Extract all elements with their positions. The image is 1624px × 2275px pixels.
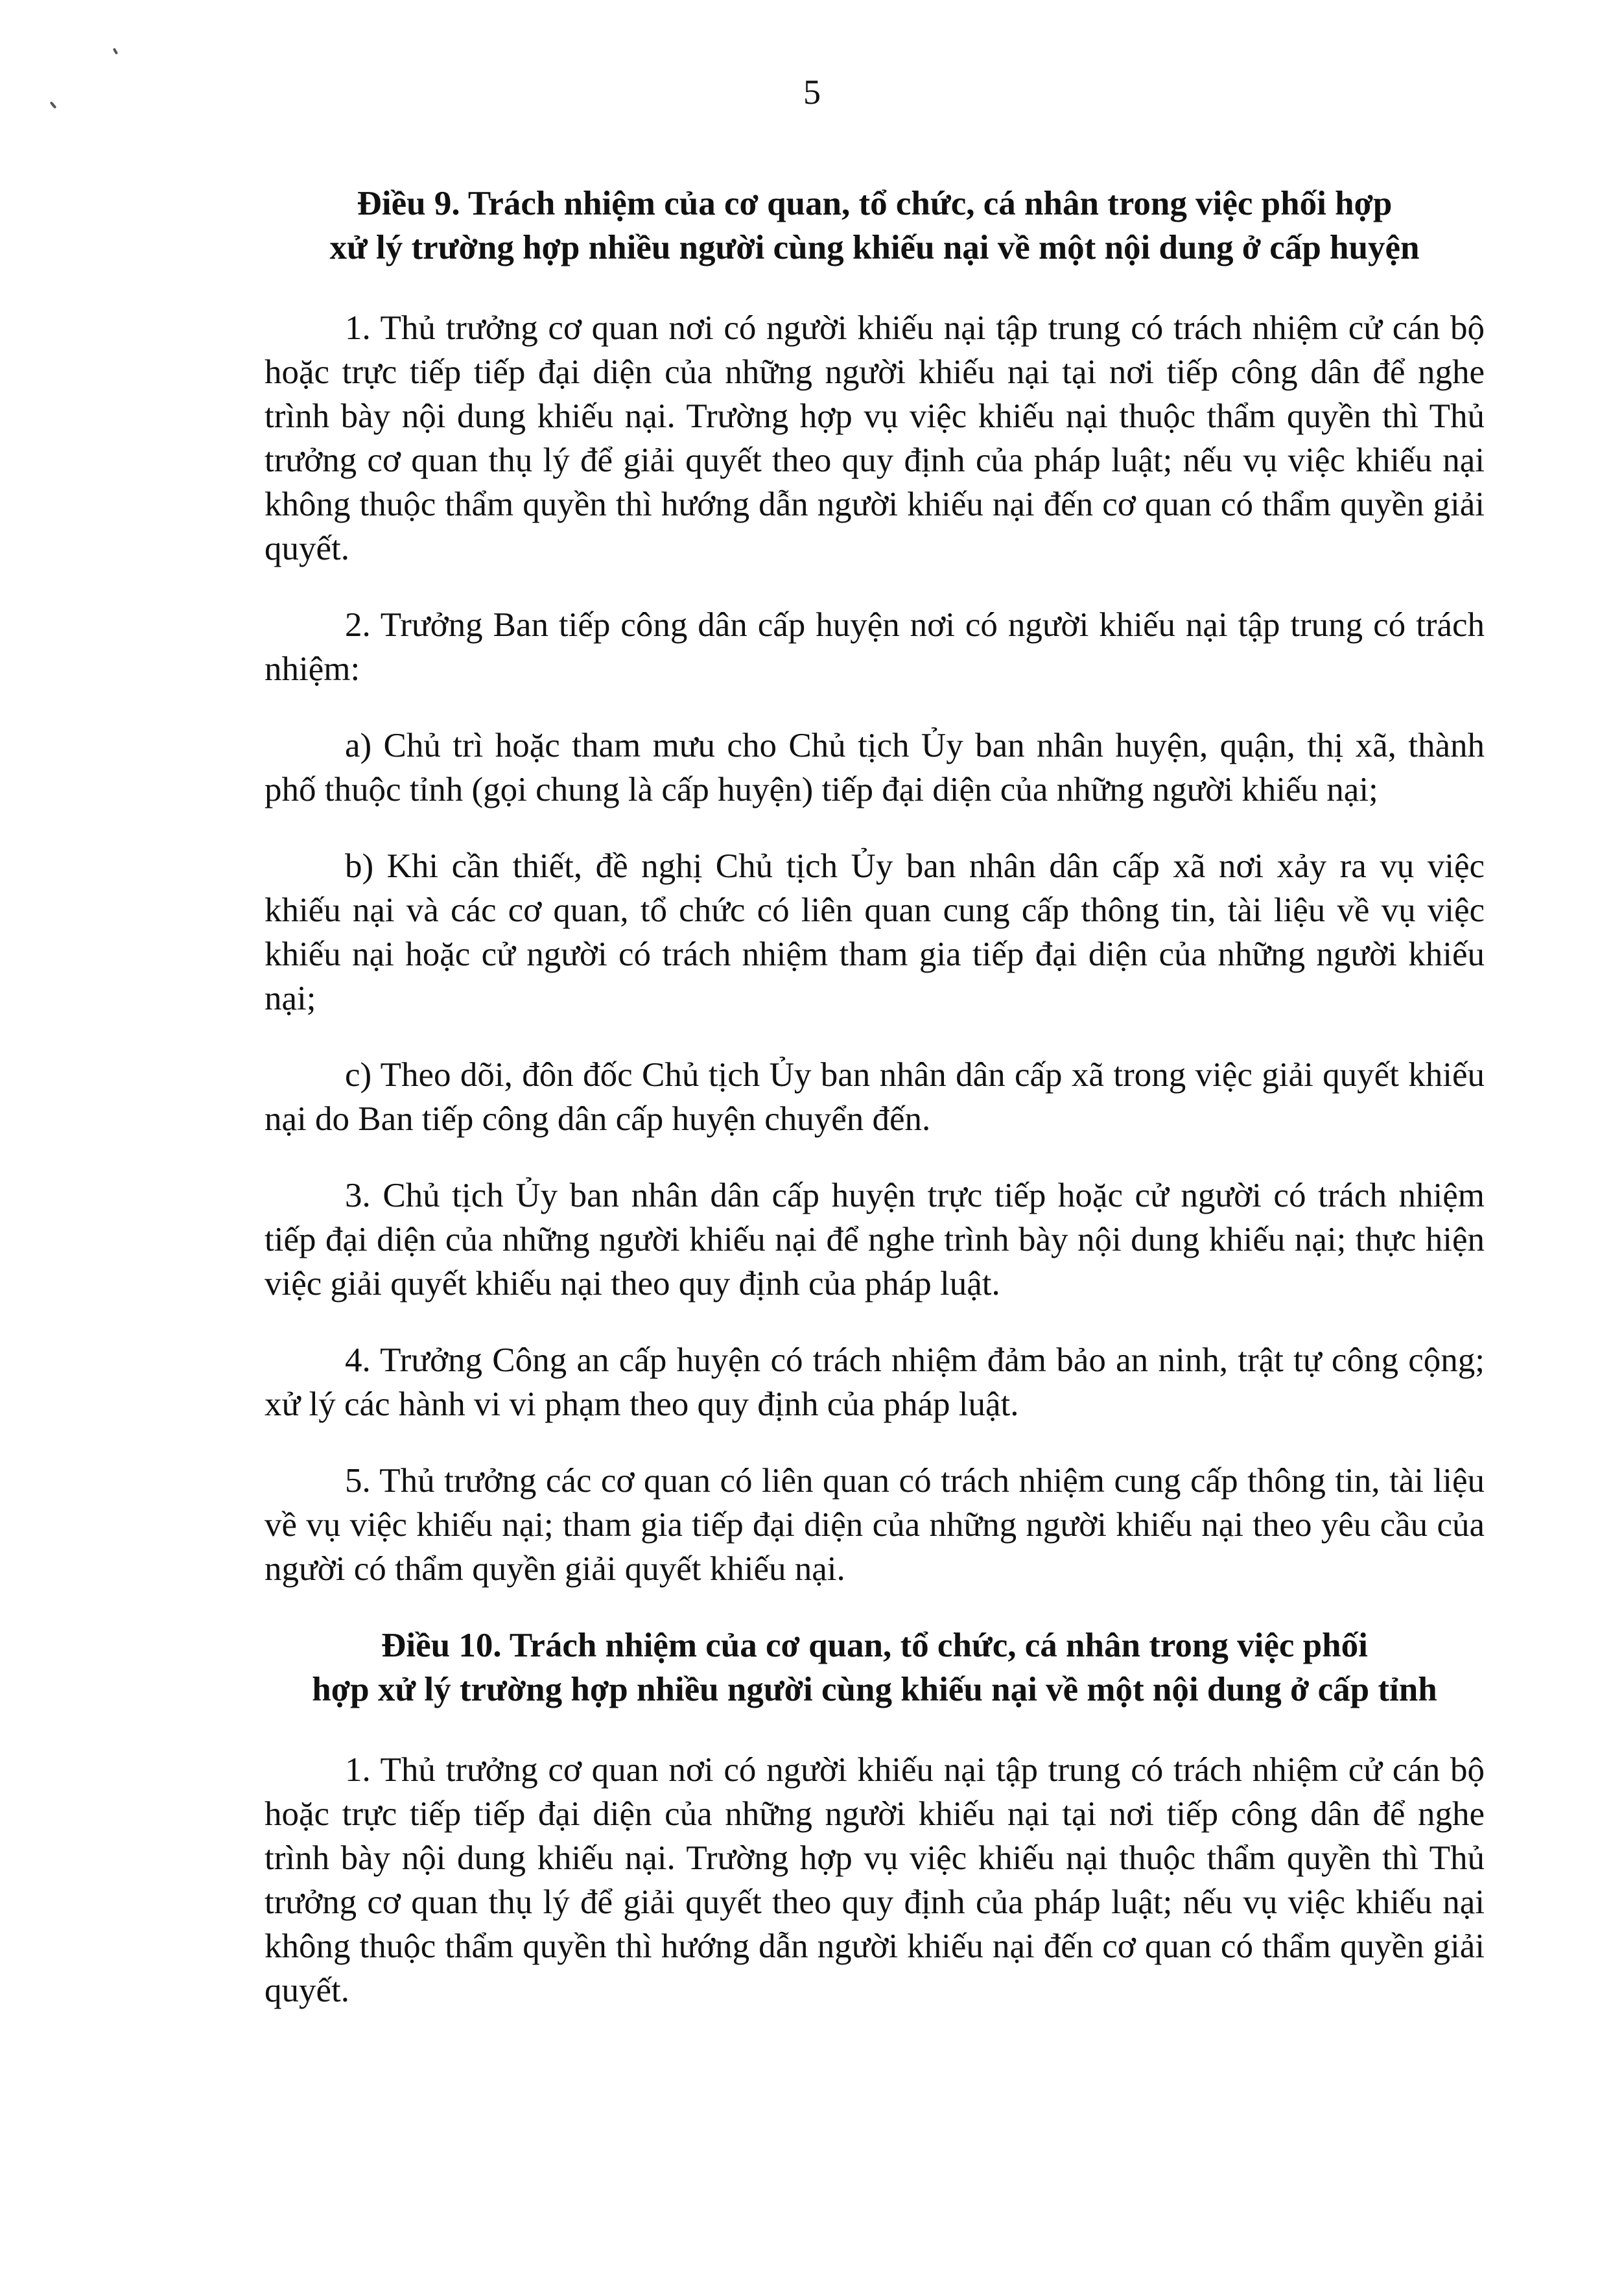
article-9-clause-2a: a) Chủ trì hoặc tham mưu cho Chủ tịch Ủy ban nhân huyện, quận, thị xã, thành phố thuộc tỉnh (gọi chung là cấp huyện) tiếp đại diện của những người khiếu nại; [265, 727, 1485, 808]
article-10-heading [265, 1623, 1485, 1712]
article-9-clause-3: 3. Chủ tịch Ủy ban nhân dân cấp huyện trực tiếp hoặc cử người có trách nhiệm tiếp đại diện của những người khiếu nại để nghe trình bày nội dung khiếu nại; thực hiện việc giải quyết khiếu nại theo quy định của pháp luật. [265, 1177, 1485, 1303]
article-9-clause-2b: b) Khi cần thiết, đề nghị Chủ tịch Ủy ban nhân dân cấp xã nơi xảy ra vụ việc khiếu nại và các cơ quan, tổ chức có liên quan cung cấp thông tin, tài liệu về vụ việc khiếu nại hoặc cử người có trách nhiệm tham gia tiếp đại diện của những người khiếu nại; [265, 847, 1485, 1017]
article-9-clause-4: 4. Trưởng Công an cấp huyện có trách nhiệm đảm bảo an ninh, trật tự công cộng; xử lý các hành vi vi phạm theo quy định của pháp luật. [265, 1341, 1485, 1423]
article-10-heading-line-2: hợp xử lý trường hợp nhiều người cùng khiếu nại về một nội dung ở cấp tỉnh [312, 1671, 1437, 1708]
article-9 [265, 182, 1485, 1591]
article-9-heading-line-1: Điều 9. Trách nhiệm của cơ quan, tổ chức, cá nhân trong việc phối hợp [357, 185, 1393, 222]
document-body [265, 182, 1485, 2045]
article-9-clause-5: 5. Thủ trưởng các cơ quan có liên quan có trách nhiệm cung cấp thông tin, tài liệu về vụ việc khiếu nại; tham gia tiếp đại diện của những người khiếu nại theo yêu cầu của người có thẩm quyền giải quyết khiếu nại. [265, 1462, 1485, 1588]
scan-speck [113, 48, 118, 55]
article-9-clause-1: 1. Thủ trưởng cơ quan nơi có người khiếu nại tập trung có trách nhiệm cử cán bộ hoặc trực tiếp tiếp đại diện của những người khiếu nại tại nơi tiếp công dân để nghe trình bày nội dung khiếu nại. Trường hợp vụ việc khiếu nại thuộc thẩm quyền thì Thủ trưởng cơ quan thụ lý để giải quyết theo quy định của pháp luật; nếu vụ việc khiếu nại không thuộc thẩm quyền thì hướng dẫn người khiếu nại đến cơ quan có thẩm quyền giải quyết. [265, 309, 1485, 567]
article-9-clause-2: 2. Trưởng Ban tiếp công dân cấp huyện nơi có người khiếu nại tập trung có trách nhiệm: [265, 606, 1485, 688]
article-9-heading-line-2: xử lý trường hợp nhiều người cùng khiếu nại về một nội dung ở cấp huyện [329, 229, 1420, 266]
article-10-clause-1: 1. Thủ trưởng cơ quan nơi có người khiếu nại tập trung có trách nhiệm cử cán bộ hoặc trực tiếp tiếp đại diện của những người khiếu nại tại nơi tiếp công dân để nghe trình bày nội dung khiếu nại. Trường hợp vụ việc khiếu nại thuộc thẩm quyền thì Thủ trưởng cơ quan thụ lý để giải quyết theo quy định của pháp luật; nếu vụ việc khiếu nại không thuộc thẩm quyền thì hướng dẫn người khiếu nại đến cơ quan có thẩm quyền giải quyết. [265, 1751, 1485, 2009]
page-number: 5 [803, 73, 821, 112]
article-9-heading [265, 182, 1485, 270]
article-10 [265, 1623, 1485, 2012]
article-9-clause-2c: c) Theo dõi, đôn đốc Chủ tịch Ủy ban nhân dân cấp xã trong việc giải quyết khiếu nại do Ban tiếp công dân cấp huyện chuyển đến. [265, 1056, 1485, 1138]
article-10-heading-line-1: Điều 10. Trách nhiệm của cơ quan, tổ chức, cá nhân trong việc phối [381, 1627, 1368, 1664]
